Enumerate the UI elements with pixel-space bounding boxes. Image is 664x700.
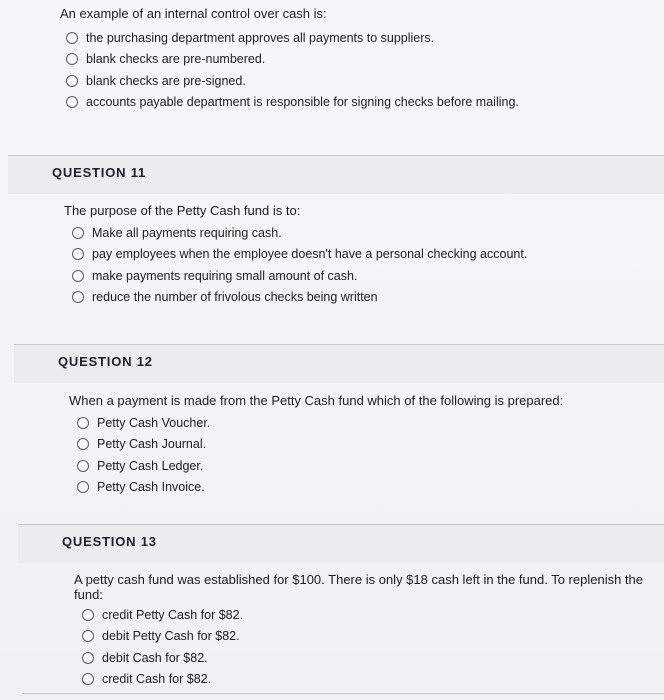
radio-button[interactable] [77,460,89,472]
answer-option[interactable] [82,626,664,648]
answer-option[interactable] [77,455,563,477]
answer-option[interactable] [82,669,664,691]
answer-option[interactable] [82,604,664,626]
option-label: Petty Cash Voucher. [97,415,211,430]
question-number: QUESTION 13 [62,534,157,549]
radio-button[interactable] [77,438,89,450]
answer-option[interactable] [66,70,519,92]
answer-option[interactable] [77,477,563,499]
option-label: blank checks are pre-signed. [86,73,246,88]
radio-button[interactable] [66,32,78,44]
answer-options [82,604,664,690]
answer-option[interactable] [72,287,527,309]
question-11 [64,203,527,308]
option-label: Make all payments requiring cash. [92,225,282,240]
radio-button[interactable] [66,75,78,87]
radio-button[interactable] [77,417,89,429]
option-label: Petty Cash Journal. [97,437,207,452]
radio-button[interactable] [82,609,94,621]
question-number: QUESTION 12 [58,354,153,369]
answer-option[interactable] [72,265,527,287]
answer-option[interactable] [66,92,519,114]
answer-options [72,222,527,308]
option-label: pay employees when the employee doesn't have a personal checking account. [92,247,528,262]
answer-option[interactable] [77,412,563,434]
option-label: credit Cash for $82. [102,672,212,687]
answer-option[interactable] [72,244,527,266]
question-stem: An example of an internal control over cash is: [60,6,327,21]
section-divider [22,693,664,694]
option-label: reduce the number of frivolous checks being written [92,290,378,305]
radio-button[interactable] [66,53,78,65]
radio-button[interactable] [72,291,84,303]
radio-button[interactable] [72,227,84,239]
option-label: accounts payable department is responsible for signing checks before mailing. [86,95,519,110]
question-12 [69,393,563,498]
answer-option[interactable] [82,647,664,669]
option-label: blank checks are pre-numbered. [86,52,266,67]
radio-button[interactable] [72,248,84,260]
answer-option[interactable] [66,49,519,71]
question-13 [74,572,664,690]
answer-option[interactable] [77,434,563,456]
radio-button[interactable] [82,630,94,642]
question-stem: When a payment is made from the Petty Cash fund which of the following is prepared: [69,393,564,408]
option-label: Petty Cash Invoice. [97,480,205,495]
option-label: debit Petty Cash for $82. [102,629,240,644]
answer-options [66,27,519,113]
option-label: credit Petty Cash for $82. [102,607,244,622]
radio-button[interactable] [77,481,89,493]
radio-button[interactable] [66,96,78,108]
option-label: Petty Cash Ledger. [97,458,204,473]
option-label: the purchasing department approves all payments to suppliers. [86,30,435,45]
answer-option[interactable] [72,222,527,244]
radio-button[interactable] [72,270,84,282]
answer-option[interactable] [66,27,519,49]
question-10 [60,6,519,113]
answer-options [77,412,563,498]
question-number: QUESTION 11 [52,165,147,180]
option-label: debit Cash for $82. [102,650,208,665]
question-stem: The purpose of the Petty Cash fund is to: [64,203,301,218]
question-stem: A petty cash fund was established for $100. There is only $18 cash left in the fund. To replenish the fund: [74,572,643,602]
radio-button[interactable] [82,673,94,685]
option-label: make payments requiring small amount of cash. [92,268,358,283]
radio-button[interactable] [82,652,94,664]
